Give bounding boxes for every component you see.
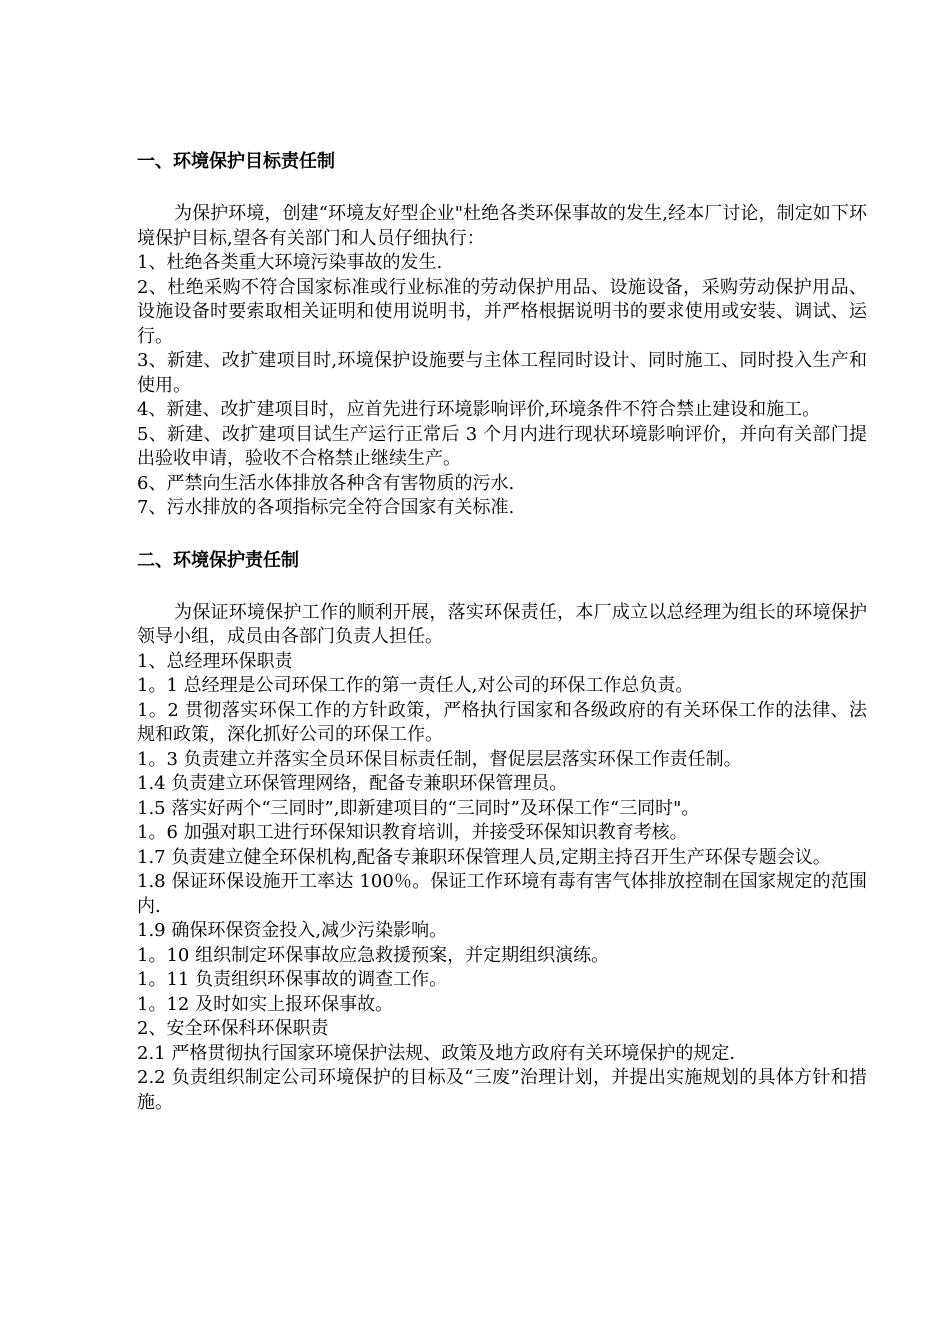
section1-intro-paragraph: 为保护环境，创建“环境友好型企业"杜绝各类环保事故的发生,经本厂讨论，制定如下环境保护目标,望各有关部门和人员仔细执行： bbox=[137, 203, 867, 249]
section1-item-7: 7、污水排放的各项指标完全符合国家有关标准. bbox=[137, 497, 515, 518]
section1-item-1: 1、杜绝各类重大环境污染事故的发生. bbox=[137, 252, 443, 273]
section1-item-3: 3、新建、改扩建项目时,环境保护设施要与主体工程同时设计、同时施工、同时投入生产和使用。 bbox=[137, 350, 867, 396]
section2-subheading-2: 2、安全环保科环保职责 bbox=[137, 1018, 329, 1039]
section2-item-1-7: 1.7 负责建立健全环保机构,配备专兼职环保管理人员,定期主持召开生产环保专题会议。 bbox=[137, 846, 831, 868]
section2-item-1-3: 1。3 负责建立并落实全员环保目标责任制，督促层层落实环保工作责任制。 bbox=[137, 748, 742, 770]
section2-item-1-4: 1.4 负责建立环保管理网络，配备专兼职环保管理员。 bbox=[137, 773, 568, 794]
section1-item-6: 6、严禁向生活水体排放各种含有害物质的污水. bbox=[137, 472, 515, 494]
section1-title: 一、环境保护目标责任制 bbox=[137, 151, 335, 172]
section2-item-1-5: 1.5 落实好两个“三同时”,即新建项目的“三同时”及环保工作“三同时"。 bbox=[137, 797, 700, 819]
section1-item-4: 4、新建、改扩建项目时，应首先进行环境影响评价,环境条件不符合禁止建设和施工。 bbox=[137, 399, 821, 420]
section2-item-1-10: 1。10 组织制定环保事故应急救援预案，并定期组织演练。 bbox=[137, 944, 610, 966]
section2-item-1-1: 1。1 总经理是公司环保工作的第一责任人,对公司的环保工作总负责。 bbox=[137, 675, 694, 696]
section2-item-1-6: 1。6 加强对职工进行环保知识教育培训，并接受环保知识教育考核。 bbox=[137, 822, 688, 843]
section2-item-2-1: 2.1 严格贯彻执行国家环境保护法规、政策及地方政府有关环境保护的规定. bbox=[137, 1042, 736, 1064]
section2-item-1-12: 1。12 及时如实上报环保事故。 bbox=[137, 993, 394, 1015]
section2-subheading-1: 1、总经理环保职责 bbox=[137, 650, 293, 672]
document-body bbox=[137, 150, 867, 1115]
section1-item-2: 2、杜绝采购不符合国家标准或行业标准的劳动保护用品、设施设备，采购劳动保护用品、设施设备时要索取相关证明和使用说明书，并严格根据说明书的要求使用或安装、调试、运行。 bbox=[137, 276, 867, 347]
section2-item-1-2: 1。2 贯彻落实环保工作的方针政策，严格执行国家和各级政府的有关环保工作的法律、法规和政策，深化抓好公司的环保工作。 bbox=[137, 699, 867, 745]
section2-title: 二、环境保护责任制 bbox=[137, 549, 299, 571]
section2-item-1-8: 1.8 保证环保设施开工率达 100％。保证工作环境有毒有害气体排放控制在国家规定的范围内. bbox=[137, 871, 867, 917]
section2-intro-paragraph: 为保证环境保护工作的顺利开展，落实环保责任，本厂成立以总经理为组长的环境保护领导小组，成员由各部门负责人担任。 bbox=[137, 601, 867, 647]
section2-item-1-11: 1。11 负责组织环保事故的调查工作。 bbox=[137, 969, 448, 990]
section2-item-1-9: 1.9 确保环保资金投入,减少污染影响。 bbox=[137, 920, 448, 941]
section2-item-2-2: 2.2 负责组织制定公司环境保护的目标及“三废”治理计划，并提出实施规划的具体方针和措施。 bbox=[137, 1067, 867, 1113]
section1-item-5: 5、新建、改扩建项目试生产运行正常后 3 个月内进行现状环境影响评价，并向有关部门提出验收申请，验收不合格禁止继续生产。 bbox=[137, 423, 867, 469]
